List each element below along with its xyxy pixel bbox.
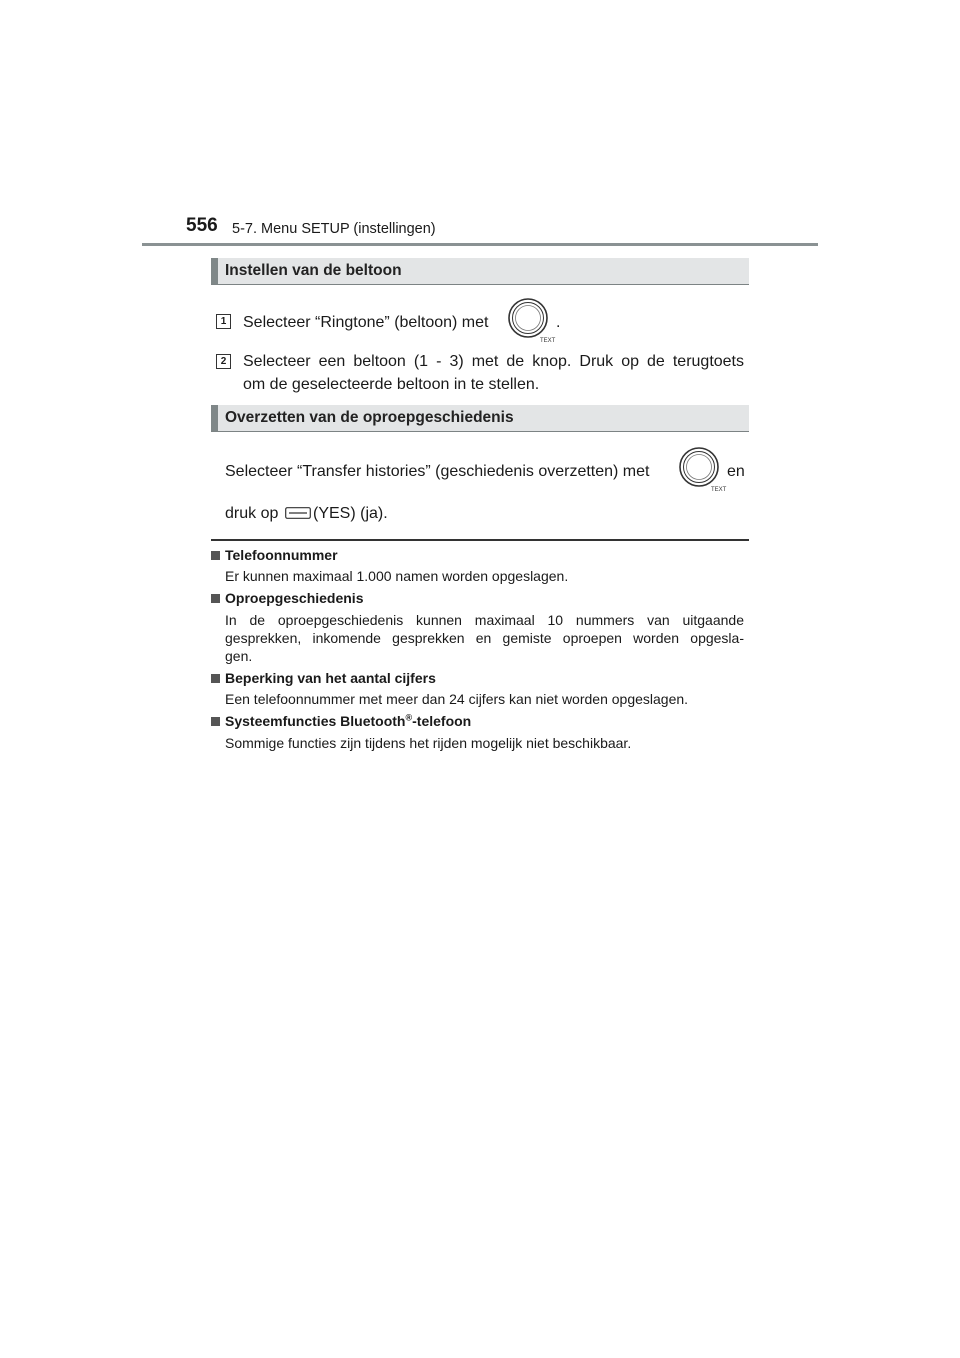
registered-mark: ®: [405, 712, 413, 723]
header-rule: [142, 243, 818, 246]
section-title: Overzetten van de oproepgeschiedenis: [225, 409, 514, 426]
step-number-2: 2: [216, 354, 231, 369]
step-2-line-1: Selecteer een beltoon (1 - 3) met de knop. Druk op de terugtoets: [243, 353, 744, 370]
preset-button-icon: [285, 507, 311, 519]
transfer-line-1: Selecteer “Transfer histories” (geschiedenis overzetten) met: [225, 463, 650, 480]
note-text: gesprekken, inkomende gesprekken en gemiste oproepen worden opgesla-: [225, 630, 744, 646]
transfer-line-2: druk op: [225, 505, 279, 522]
tune-knob-icon: [678, 446, 727, 493]
bullet-square-icon: [211, 594, 220, 603]
transfer-line-1-end: en: [727, 463, 745, 480]
note-title-bluetooth: [211, 713, 471, 729]
section-heading-ringtone: [211, 258, 749, 285]
note-title-suffix: -telefoon: [412, 713, 472, 729]
section-title: Instellen van de beltoon: [225, 262, 402, 279]
step-1-period: .: [556, 314, 561, 331]
bullet-square-icon: [211, 551, 220, 560]
heading-accent: [211, 258, 218, 284]
note-title-text: Oproepgeschiedenis: [225, 590, 364, 606]
tune-knob-icon: [507, 297, 556, 344]
note-title-telefoonnummer: [211, 547, 338, 563]
note-title-oproepgeschiedenis: [211, 590, 363, 606]
page-number: 556: [186, 215, 218, 236]
step-1-text: Selecteer “Ringtone” (beltoon) met: [243, 314, 489, 331]
note-title-text: Telefoonnummer: [225, 547, 338, 563]
note-text: In de oproepgeschiedenis kunnen maximaal 10 nummers van uitgaande: [225, 612, 744, 628]
note-text: Een telefoonnummer met meer dan 24 cijfers kan niet worden opgeslagen.: [225, 691, 689, 707]
note-text: Sommige functies zijn tijdens het rijden mogelijk niet beschikbaar.: [225, 735, 632, 751]
note-title-beperking: [211, 670, 436, 686]
knob-label: TEXT: [540, 338, 556, 344]
step-2-line-2: om de geselecteerde beltoon in te stellen.: [243, 376, 540, 393]
knob-label: TEXT: [711, 487, 727, 493]
bullet-square-icon: [211, 717, 220, 726]
section-divider: [211, 539, 749, 541]
note-text: Er kunnen maximaal 1.000 namen worden opgeslagen.: [225, 568, 569, 584]
section-heading-transfer: [211, 405, 749, 432]
transfer-line-2-end: (YES) (ja).: [313, 505, 388, 522]
heading-accent: [211, 405, 218, 431]
section-reference: 5-7. Menu SETUP (instellingen): [232, 221, 436, 237]
bullet-square-icon: [211, 674, 220, 683]
note-text: gen.: [225, 648, 253, 664]
note-title-text: Beperking van het aantal cijfers: [225, 670, 436, 686]
step-number-1: 1: [216, 314, 231, 329]
note-title-text: Systeemfuncties Bluetooth: [225, 713, 406, 729]
